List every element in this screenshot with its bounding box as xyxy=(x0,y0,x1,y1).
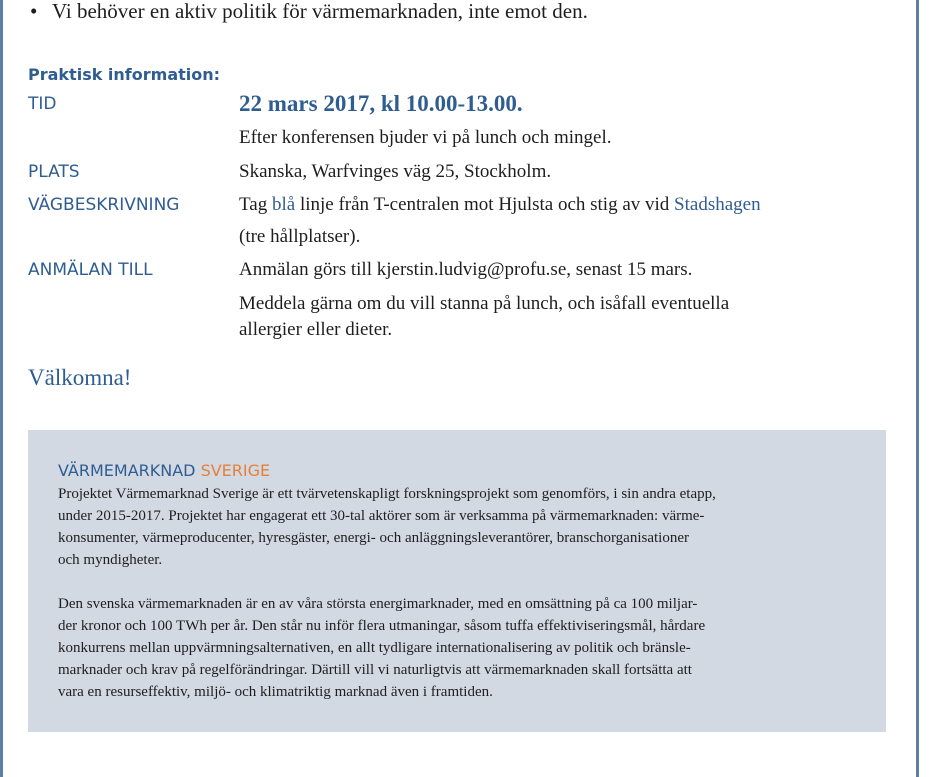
project-info-box xyxy=(28,430,886,732)
registration-line-3: allergier eller dieter. xyxy=(239,319,393,340)
plats-label: PLATS xyxy=(28,162,80,182)
paragraph-line: under 2015-2017. Projektet har engagerat ett 30-tal aktörer som är verksamma på värmemarknaden: värme- xyxy=(58,508,705,524)
lunch-note: Efter konferensen bjuder vi på lunch och mingel. xyxy=(239,127,612,148)
welcome-text: Välkomna! xyxy=(28,365,132,390)
practical-info-heading: Praktisk information: xyxy=(28,65,221,84)
project-paragraph-1 xyxy=(58,483,878,571)
project-title xyxy=(58,460,270,482)
station-name: Stadshagen xyxy=(674,194,761,215)
project-title-part-2: SVERIGE xyxy=(200,461,271,480)
paragraph-line: Projektet Värmemarknad Sverige är ett tvärvetenskapligt forskningsprojekt som genomförs, i sin andra etapp, xyxy=(58,486,716,502)
directions-line-1 xyxy=(239,193,761,217)
paragraph-line: der kronor och 100 TWh per år. Den står nu inför flera utmaningar, såsom tuffa effektiviseringsmål, hårdare xyxy=(58,618,706,634)
vagbeskrivning-label: VÄGBESKRIVNING xyxy=(28,195,180,215)
paragraph-line: vara en resurseffektiv, miljö- och klimatriktig marknad även i framtiden. xyxy=(58,684,493,700)
page-frame-right xyxy=(916,0,919,777)
metro-line-color: blå xyxy=(271,194,296,215)
project-paragraph-2 xyxy=(58,593,878,703)
paragraph-line: konkurrens mellan uppvärmningsalternativen, en allt tydligare internationalisering av politik och bränsle- xyxy=(58,640,691,656)
paragraph-line: konsumenter, värmeproducenter, hyresgäster, energi- och anläggningsleverantörer, branschorganisationer xyxy=(58,530,689,546)
anmalan-label: ANMÄLAN TILL xyxy=(28,260,153,280)
page-frame-left xyxy=(0,0,3,777)
bullet-text: Vi behöver en aktiv politik för värmemarknaden, inte emot den. xyxy=(52,0,588,23)
directions-line-2: (tre hållplatser). xyxy=(239,226,361,247)
directions-text-a: Tag xyxy=(239,194,272,215)
registration-line-1: Anmälan görs till kjerstin.ludvig@profu.se, senast 15 mars. xyxy=(239,259,693,280)
tid-label: TID xyxy=(28,94,57,114)
venue-address: Skanska, Warfvinges väg 25, Stockholm. xyxy=(239,161,552,182)
paragraph-line: marknader och krav på regelförändringar. Därtill vill vi naturligtvis att värmemarknaden skall fortsätta att xyxy=(58,662,692,678)
event-date: 22 mars 2017, kl 10.00-13.00. xyxy=(239,91,523,116)
project-title-part-1: VÄRMEMARKNAD xyxy=(58,461,201,480)
paragraph-line: och myndigheter. xyxy=(58,552,163,568)
bullet-item xyxy=(30,0,588,25)
registration-line-2: Meddela gärna om du vill stanna på lunch, och isåfall eventuella xyxy=(239,293,730,314)
paragraph-line: Den svenska värmemarknaden är en av våra största energimarknader, med en omsättning på ca 100 miljar- xyxy=(58,596,698,612)
bullet-dot-icon: • xyxy=(30,0,38,23)
directions-text-b: linje från T-centralen mot Hjulsta och stig av vid xyxy=(295,194,675,215)
